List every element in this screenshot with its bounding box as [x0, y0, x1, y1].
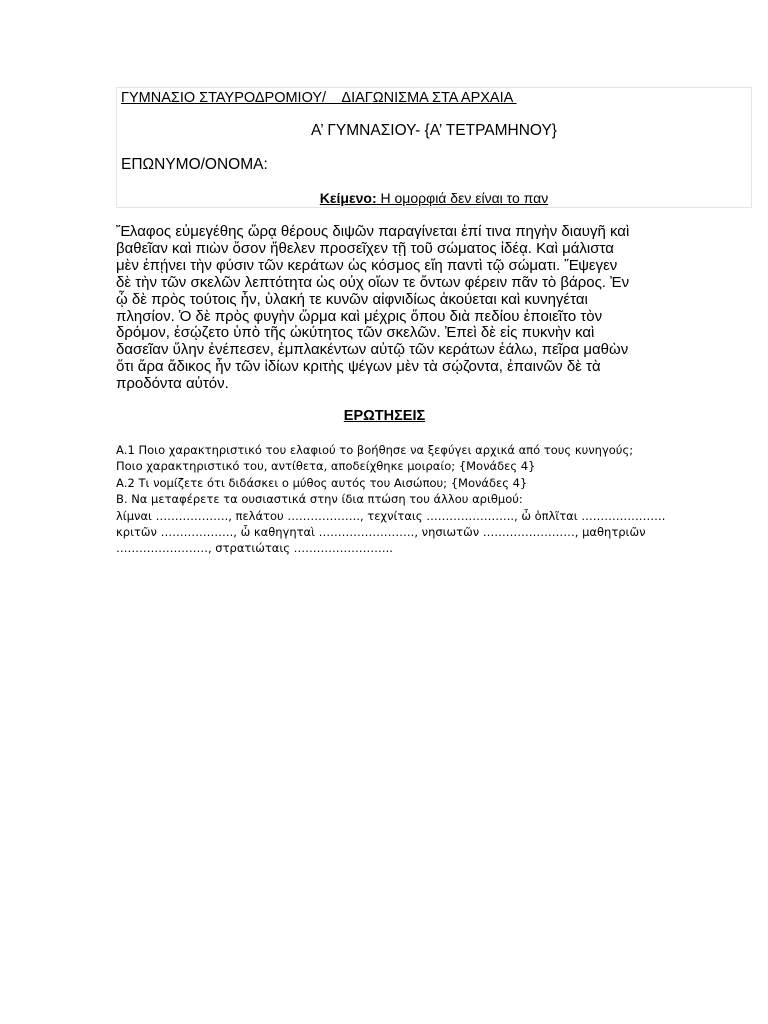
question-line: Ποιο χαρακτηριστικό του, αντίθετα, αποδείχθηκε μοιραίο; {Μονάδες 4}: [116, 459, 536, 474]
school-line: [121, 90, 517, 106]
questions-section: [116, 442, 716, 557]
school-exam-title: ΓΥΜΝΑΣΙΟ ΣΤΑΥΡΟΔΡΟΜΙΟΥ/ ΔΙΑΓΩΝΙΣΜΑ ΣΤΑ ΑΡΧΑΙΑ: [121, 90, 517, 106]
grade-term-line: Α’ ΓΥΜΝΑΣΙΟΥ- {Α’ ΤΕΤΡΑΜΗΝΟΥ}: [311, 122, 557, 139]
question-line: λίμναι ………………., πελάτου ………………., τεχνίταις ………………….., ὦ ὁπλῖται ………………….: [116, 508, 666, 523]
question-line: Β. Να μεταφέρετε τα ουσιαστικά στην ίδια πτώση του άλλου αριθμού:: [116, 492, 523, 507]
question-line: κριτῶν ………………., ὦ καθηγηταὶ ……………………., νησιωτῶν ……………………, μαθητριῶν: [116, 525, 646, 540]
passage-line: πλησίον. Ὁ δὲ πρὸς φυγὴν ὥρμα καὶ μέχρις ὅπου διὰ πεδίου ἐποιεῖτο τὸν: [116, 307, 603, 325]
passage-line: ᾧ δὲ πρὸς τούτοις ἦν, ὑλακή τε κυνῶν αἰφνιδίως ἀκούεται καὶ κυνηγέται: [116, 290, 588, 308]
passage-line: μὲν ἐπῄνει τὴν φύσιν τῶν κεράτων ὡς κόσμος εἴη παντὶ τῷ σώματι. Ἔψεγεν: [116, 256, 618, 274]
passage-line: προδόντα αὐτόν.: [116, 375, 229, 393]
text-title-line: [117, 190, 751, 206]
passage-line: βαθεῖαν καὶ πιὼν ὅσον ἤθελεν προσεῖχεν τῇ τοῦ σώματος ἰδέᾳ. Καὶ μάλιστα: [116, 239, 614, 257]
passage-line: Ἔλαφος εὐμεγέθης ὥρᾳ θέρους διψῶν παραγίνεται ἐπί τινα πηγὴν διαυγῆ καὶ: [116, 223, 630, 240]
student-name-label: ΕΠΩΝΥΜΟ/ΟΝΟΜΑ:: [121, 156, 268, 173]
passage-line: δρόμον, ἐσῴζετο ὑπὸ τῆς ὠκύτητος τῶν σκελῶν. Ἐπεὶ δὲ εἰς πυκνὴν καὶ: [116, 324, 595, 342]
text-label: Κείμενο:: [319, 190, 377, 206]
questions-heading: ΕΡΩΤΗΣΕΙΣ: [343, 408, 426, 424]
question-line: Α.1 Ποιο χαρακτηριστικό του ελαφιού το βοήθησε να ξεφύγει αρχικά από τους κυνηγούς;: [116, 443, 634, 457]
passage-line: δὲ τὴν τῶν σκελῶν λεπτότητα ὡς οὐχ οἵων τε ὄντων φέρειν πᾶν τὸ βάρος. Ἐν: [116, 273, 630, 291]
passage-line: δασεῖαν ὕλην ἐνέπεσεν, ἐμπλακέντων αὐτῷ τῶν κεράτων ἑάλω, πεῖρα μαθὼν: [116, 341, 629, 359]
text-title: Η ομορφιά δεν είναι το παν: [376, 190, 549, 206]
header-box: [116, 87, 752, 208]
passage-line: ὅτι ἄρα ἄδικος ἦν τῶν ἰδίων κριτὴς ψέγων μὲν τὰ σῴζοντα, ἐπαινῶν δὲ τὰ: [116, 358, 601, 376]
ancient-greek-passage: [116, 224, 656, 393]
question-line: Α.2 Τι νομίζετε ότι διδάσκει ο μύθος αυτός του Αισώπου; {Μονάδες 4}: [116, 475, 528, 490]
question-line: ……………………, στρατιώταις ……………………..: [116, 541, 393, 556]
